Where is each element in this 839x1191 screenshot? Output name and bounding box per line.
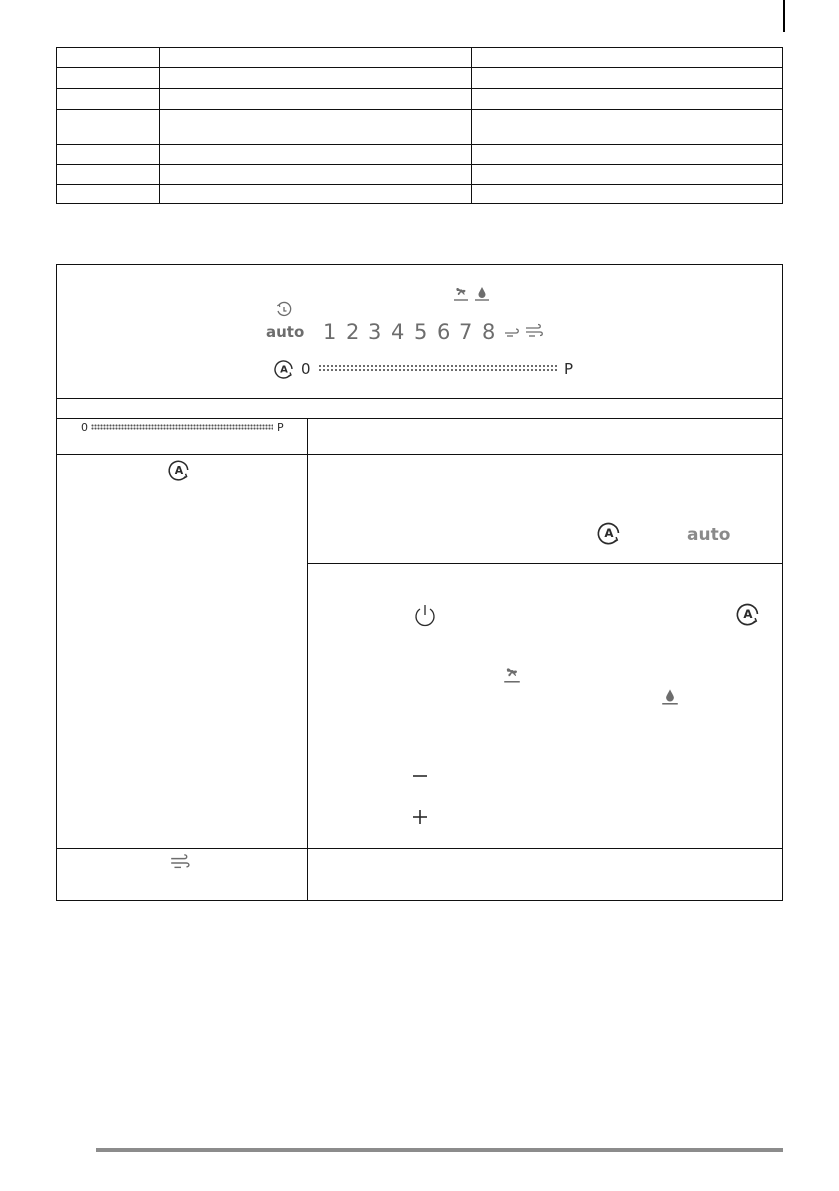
page-edge-mark bbox=[783, 0, 785, 32]
column-divider bbox=[307, 418, 308, 900]
slider-start-label: 0 bbox=[301, 360, 311, 378]
table-row bbox=[57, 145, 782, 165]
slider-end-label: P bbox=[564, 360, 574, 378]
speed-level-2: 2 bbox=[346, 320, 360, 344]
svg-text:A: A bbox=[280, 364, 288, 376]
auto-mode-icon bbox=[167, 458, 191, 482]
fan-icon bbox=[452, 284, 470, 302]
auto-mode-icon bbox=[273, 358, 295, 380]
divider bbox=[57, 848, 782, 849]
auto-label: auto bbox=[687, 525, 731, 545]
slider-track bbox=[318, 364, 558, 372]
divider bbox=[307, 563, 782, 564]
divider bbox=[57, 418, 782, 419]
drop-icon bbox=[474, 284, 490, 302]
drop-icon bbox=[661, 686, 679, 706]
row-slider-start: 0 bbox=[81, 421, 88, 434]
speed-level-5: 5 bbox=[414, 320, 428, 344]
speed-level-1: 1 bbox=[323, 320, 337, 344]
table-row bbox=[57, 165, 782, 185]
row-slider-end: P bbox=[277, 421, 284, 434]
svg-text:A: A bbox=[604, 526, 614, 541]
control-panel-table bbox=[56, 264, 783, 901]
speed-level-3: 3 bbox=[368, 320, 382, 344]
auto-label: auto bbox=[266, 323, 305, 341]
auto-mode-icon bbox=[596, 520, 622, 546]
speed-level-7: 7 bbox=[459, 320, 473, 344]
speed-level-6: 6 bbox=[437, 320, 451, 344]
plus-icon bbox=[411, 808, 429, 826]
row-slider-track bbox=[91, 424, 273, 430]
intensive-icon bbox=[169, 853, 193, 873]
auto-mode-icon bbox=[735, 601, 761, 627]
svg-text:A: A bbox=[174, 463, 184, 477]
table-top bbox=[56, 47, 783, 204]
divider bbox=[57, 454, 782, 455]
table-row bbox=[57, 48, 782, 68]
speed-level-8: 8 bbox=[482, 320, 496, 344]
footer-bar bbox=[96, 1148, 783, 1152]
svg-text:A: A bbox=[743, 607, 753, 622]
table-row bbox=[57, 110, 782, 145]
breeze-icon bbox=[503, 325, 523, 341]
table-row bbox=[57, 68, 782, 89]
table-row bbox=[57, 89, 782, 110]
speed-level-4: 4 bbox=[391, 320, 405, 344]
intensive-icon bbox=[524, 323, 546, 341]
minus-icon bbox=[411, 767, 429, 785]
divider bbox=[57, 398, 782, 399]
table-row bbox=[57, 185, 782, 203]
fan-icon bbox=[502, 664, 522, 684]
timer-icon bbox=[275, 301, 293, 319]
power-icon bbox=[411, 602, 439, 630]
